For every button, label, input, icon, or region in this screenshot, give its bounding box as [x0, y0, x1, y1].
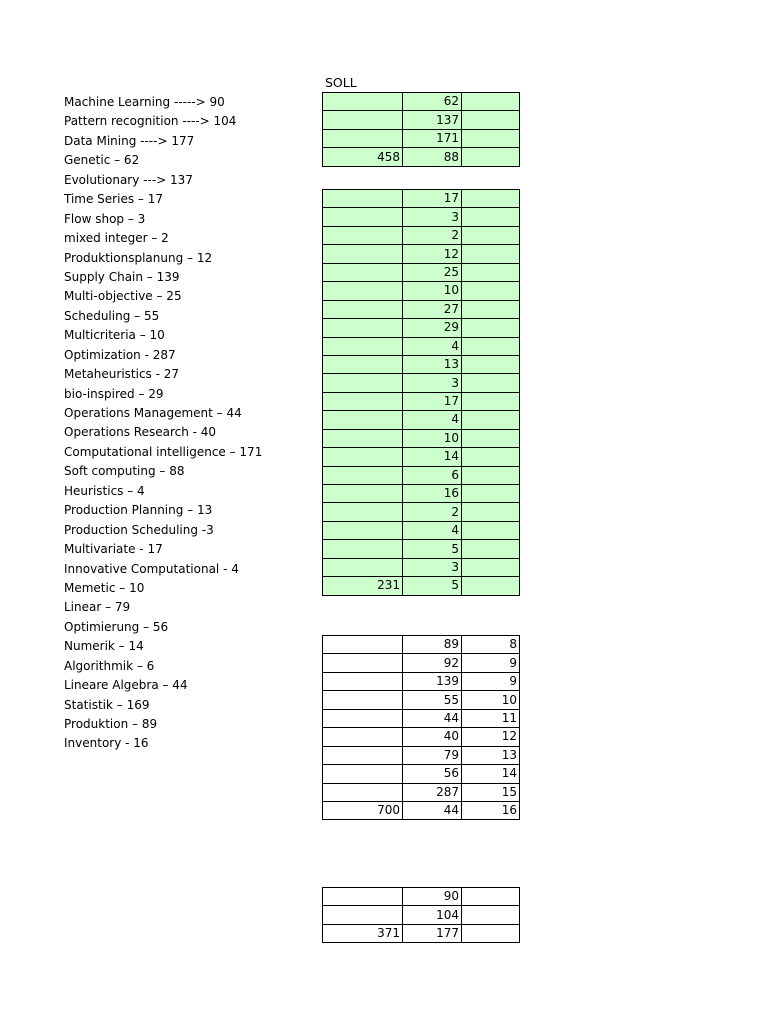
- table-cell[interactable]: [323, 429, 403, 447]
- table-row: [323, 355, 520, 373]
- soll-header: SOLL: [325, 75, 357, 90]
- table-cell[interactable]: 17: [403, 392, 462, 410]
- table-cell[interactable]: 55: [403, 691, 462, 709]
- table-row: [323, 521, 520, 539]
- table-row: [323, 485, 520, 503]
- table-cell[interactable]: [462, 540, 520, 558]
- soll-table-3: [322, 635, 520, 820]
- table-cell[interactable]: [323, 374, 403, 392]
- table-cell[interactable]: [462, 558, 520, 576]
- soll-table-1: [322, 92, 520, 167]
- keyword-label: Multi-objective – 25: [64, 289, 182, 304]
- table-row: [323, 226, 520, 244]
- table-cell[interactable]: [462, 503, 520, 521]
- table-cell[interactable]: [323, 245, 403, 263]
- table-cell[interactable]: 92: [403, 654, 462, 672]
- table-cell[interactable]: [462, 924, 520, 942]
- table-row: [323, 540, 520, 558]
- table-row: [323, 245, 520, 263]
- table-cell[interactable]: [323, 558, 403, 576]
- table-cell[interactable]: 171: [403, 129, 462, 147]
- keyword-label: Optimierung – 56: [64, 619, 169, 634]
- table-cell[interactable]: 14: [403, 448, 462, 466]
- table-cell[interactable]: 13: [462, 746, 520, 764]
- table-cell[interactable]: 10: [403, 429, 462, 447]
- table-cell[interactable]: [323, 765, 403, 783]
- table-cell[interactable]: [323, 888, 403, 906]
- table-row: [323, 577, 520, 595]
- table-cell[interactable]: 9: [462, 672, 520, 690]
- keyword-label: Soft computing – 88: [64, 464, 185, 479]
- keyword-label: Operations Management – 44: [64, 406, 242, 420]
- table-cell[interactable]: [462, 392, 520, 410]
- table-cell[interactable]: 27: [403, 300, 462, 318]
- table-row: [323, 263, 520, 281]
- keyword-label: bio-inspired – 29: [64, 386, 164, 401]
- table-cell[interactable]: [462, 906, 520, 924]
- table-cell[interactable]: [462, 355, 520, 373]
- table-row: [323, 906, 520, 924]
- table-cell[interactable]: 371: [323, 924, 403, 942]
- keyword-label: Machine Learning -----> 90: [64, 95, 225, 109]
- table-cell[interactable]: 137: [403, 111, 462, 129]
- table-cell[interactable]: 458: [323, 148, 403, 166]
- table-cell[interactable]: [462, 129, 520, 147]
- table-cell[interactable]: [323, 783, 403, 801]
- table-cell[interactable]: 3: [403, 558, 462, 576]
- keyword-label: Innovative Computational - 4: [64, 561, 239, 576]
- keyword-label: Multicriteria – 10: [64, 328, 165, 343]
- keyword-label: Numerik – 14: [64, 639, 144, 654]
- table-cell[interactable]: [323, 111, 403, 129]
- table-cell[interactable]: 16: [403, 485, 462, 503]
- table-cell[interactable]: [323, 672, 403, 690]
- table-cell[interactable]: 2: [403, 226, 462, 244]
- table-cell[interactable]: [462, 263, 520, 281]
- keyword-label: Metaheuristics - 27: [64, 367, 180, 382]
- table-cell[interactable]: 29: [403, 319, 462, 337]
- table-cell[interactable]: 56: [403, 765, 462, 783]
- table-row: [323, 374, 520, 392]
- table-cell[interactable]: [462, 411, 520, 429]
- keyword-label: Pattern recognition ----> 104: [64, 114, 237, 129]
- table-cell[interactable]: [462, 466, 520, 484]
- table-cell[interactable]: [462, 190, 520, 208]
- table-cell[interactable]: [462, 111, 520, 129]
- table-cell[interactable]: [323, 540, 403, 558]
- table-cell[interactable]: 44: [403, 709, 462, 727]
- keyword-label: Produktion – 89: [64, 717, 158, 731]
- table-cell[interactable]: 104: [403, 906, 462, 924]
- table-cell[interactable]: 14: [462, 765, 520, 783]
- table-cell[interactable]: [462, 485, 520, 503]
- keyword-label: Statistik – 169: [64, 697, 150, 712]
- table-cell[interactable]: [323, 319, 403, 337]
- table-cell[interactable]: [462, 374, 520, 392]
- keyword-label: Multivariate - 17: [64, 542, 163, 557]
- table-row: [323, 558, 520, 576]
- table-row: [323, 129, 520, 147]
- keyword-label: Time Series – 17: [64, 192, 163, 207]
- table-cell[interactable]: 62: [403, 93, 462, 111]
- table-cell[interactable]: 15: [462, 783, 520, 801]
- soll-table-2: [322, 189, 520, 596]
- table-cell[interactable]: [462, 300, 520, 318]
- table-cell[interactable]: [462, 93, 520, 111]
- table-row: [323, 148, 520, 166]
- keyword-label: Flow shop – 3: [64, 211, 146, 226]
- table-row: [323, 282, 520, 300]
- table-row: [323, 448, 520, 466]
- table-cell[interactable]: [462, 521, 520, 539]
- table-cell[interactable]: 4: [403, 411, 462, 429]
- table-row: [323, 636, 520, 654]
- table-cell[interactable]: [323, 411, 403, 429]
- keyword-label: Algorithmik – 6: [64, 658, 155, 673]
- table-cell[interactable]: [323, 190, 403, 208]
- table-cell[interactable]: 17: [403, 190, 462, 208]
- table-cell[interactable]: [462, 337, 520, 355]
- keyword-label: Scheduling – 55: [64, 308, 160, 323]
- table-cell[interactable]: 177: [403, 924, 462, 942]
- table-cell[interactable]: 11: [462, 709, 520, 727]
- table-cell[interactable]: [462, 208, 520, 226]
- table-cell[interactable]: 6: [403, 466, 462, 484]
- table-cell[interactable]: [462, 888, 520, 906]
- table-cell[interactable]: 231: [323, 577, 403, 595]
- keyword-label: Production Planning – 13: [64, 503, 213, 518]
- table-cell[interactable]: 3: [403, 208, 462, 226]
- table-row: [323, 466, 520, 484]
- table-row: [323, 503, 520, 521]
- table-cell[interactable]: 139: [403, 672, 462, 690]
- keyword-label: Lineare Algebra – 44: [64, 678, 188, 693]
- table-row: [323, 924, 520, 942]
- table-cell[interactable]: 12: [403, 245, 462, 263]
- table-cell[interactable]: 5: [403, 577, 462, 595]
- table-cell[interactable]: [462, 226, 520, 244]
- table-row: [323, 888, 520, 906]
- table-row: [323, 337, 520, 355]
- table-cell[interactable]: [462, 282, 520, 300]
- table-cell[interactable]: [323, 208, 403, 226]
- table-cell[interactable]: 700: [323, 801, 403, 819]
- table-row: [323, 801, 520, 819]
- keyword-label: Production Scheduling -3: [64, 522, 214, 537]
- table-cell[interactable]: [323, 485, 403, 503]
- table-cell[interactable]: 4: [403, 521, 462, 539]
- table-row: [323, 783, 520, 801]
- table-cell[interactable]: [323, 282, 403, 300]
- table-cell[interactable]: 25: [403, 263, 462, 281]
- table-cell[interactable]: 9: [462, 654, 520, 672]
- table-row: [323, 208, 520, 226]
- table-cell[interactable]: 40: [403, 728, 462, 746]
- table-row: [323, 728, 520, 746]
- table-cell[interactable]: [323, 746, 403, 764]
- table-row: [323, 691, 520, 709]
- table-cell[interactable]: [323, 503, 403, 521]
- keyword-label: Linear – 79: [64, 600, 131, 615]
- table-cell[interactable]: [323, 392, 403, 410]
- keyword-label: Evolutionary ---> 137: [64, 172, 193, 187]
- table-row: [323, 765, 520, 783]
- table-cell[interactable]: [323, 728, 403, 746]
- table-cell[interactable]: 13: [403, 355, 462, 373]
- table-cell[interactable]: 2: [403, 503, 462, 521]
- keyword-label: Supply Chain – 139: [64, 269, 180, 284]
- keyword-label: Optimization - 287: [64, 347, 176, 362]
- table-cell[interactable]: [323, 448, 403, 466]
- table-cell[interactable]: [323, 226, 403, 244]
- table-cell[interactable]: 10: [403, 282, 462, 300]
- table-cell[interactable]: [323, 691, 403, 709]
- keyword-label: Operations Research - 40: [64, 425, 217, 440]
- soll-table-4: [322, 887, 520, 943]
- keyword-label: Data Mining ----> 177: [64, 133, 195, 148]
- table-row: [323, 319, 520, 337]
- table-cell[interactable]: 44: [403, 801, 462, 819]
- table-cell[interactable]: 12: [462, 728, 520, 746]
- table-row: [323, 709, 520, 727]
- table-cell[interactable]: [323, 337, 403, 355]
- table-cell[interactable]: [323, 709, 403, 727]
- table-cell[interactable]: 79: [403, 746, 462, 764]
- table-cell[interactable]: 16: [462, 801, 520, 819]
- table-cell[interactable]: [323, 636, 403, 654]
- keyword-label: Memetic – 10: [64, 580, 145, 595]
- table-cell[interactable]: 10: [462, 691, 520, 709]
- table-cell[interactable]: [323, 654, 403, 672]
- table-cell[interactable]: [323, 263, 403, 281]
- table-cell[interactable]: 88: [403, 148, 462, 166]
- table-row: [323, 746, 520, 764]
- table-cell[interactable]: [323, 906, 403, 924]
- table-cell[interactable]: [323, 300, 403, 318]
- table-row: [323, 411, 520, 429]
- table-row: [323, 672, 520, 690]
- keyword-label: Produktionsplanung – 12: [64, 250, 213, 265]
- table-cell[interactable]: 3: [403, 374, 462, 392]
- table-cell[interactable]: [462, 577, 520, 595]
- table-cell[interactable]: [462, 245, 520, 263]
- table-cell[interactable]: 5: [403, 540, 462, 558]
- keyword-list: [64, 93, 262, 754]
- table-cell[interactable]: [462, 448, 520, 466]
- table-row: [323, 392, 520, 410]
- table-row: [323, 300, 520, 318]
- table-cell[interactable]: [323, 129, 403, 147]
- table-row: [323, 190, 520, 208]
- table-cell[interactable]: 90: [403, 888, 462, 906]
- table-cell[interactable]: [323, 521, 403, 539]
- table-cell[interactable]: [323, 93, 403, 111]
- keyword-label: Heuristics – 4: [64, 483, 145, 498]
- table-cell[interactable]: 287: [403, 783, 462, 801]
- table-cell[interactable]: 89: [403, 636, 462, 654]
- table-cell[interactable]: 8: [462, 636, 520, 654]
- keyword-label: mixed integer – 2: [64, 231, 169, 246]
- table-cell[interactable]: [323, 466, 403, 484]
- keyword-label: Computational intelligence – 171: [64, 444, 263, 459]
- table-row: [323, 429, 520, 447]
- table-row: [323, 111, 520, 129]
- table-cell[interactable]: 4: [403, 337, 462, 355]
- table-cell[interactable]: [462, 429, 520, 447]
- table-cell[interactable]: [462, 148, 520, 166]
- table-row: [323, 93, 520, 111]
- table-cell[interactable]: [462, 319, 520, 337]
- table-cell[interactable]: [323, 355, 403, 373]
- keyword-label: Inventory - 16: [64, 736, 149, 751]
- table-row: [323, 654, 520, 672]
- keyword-label: Genetic – 62: [64, 153, 140, 168]
